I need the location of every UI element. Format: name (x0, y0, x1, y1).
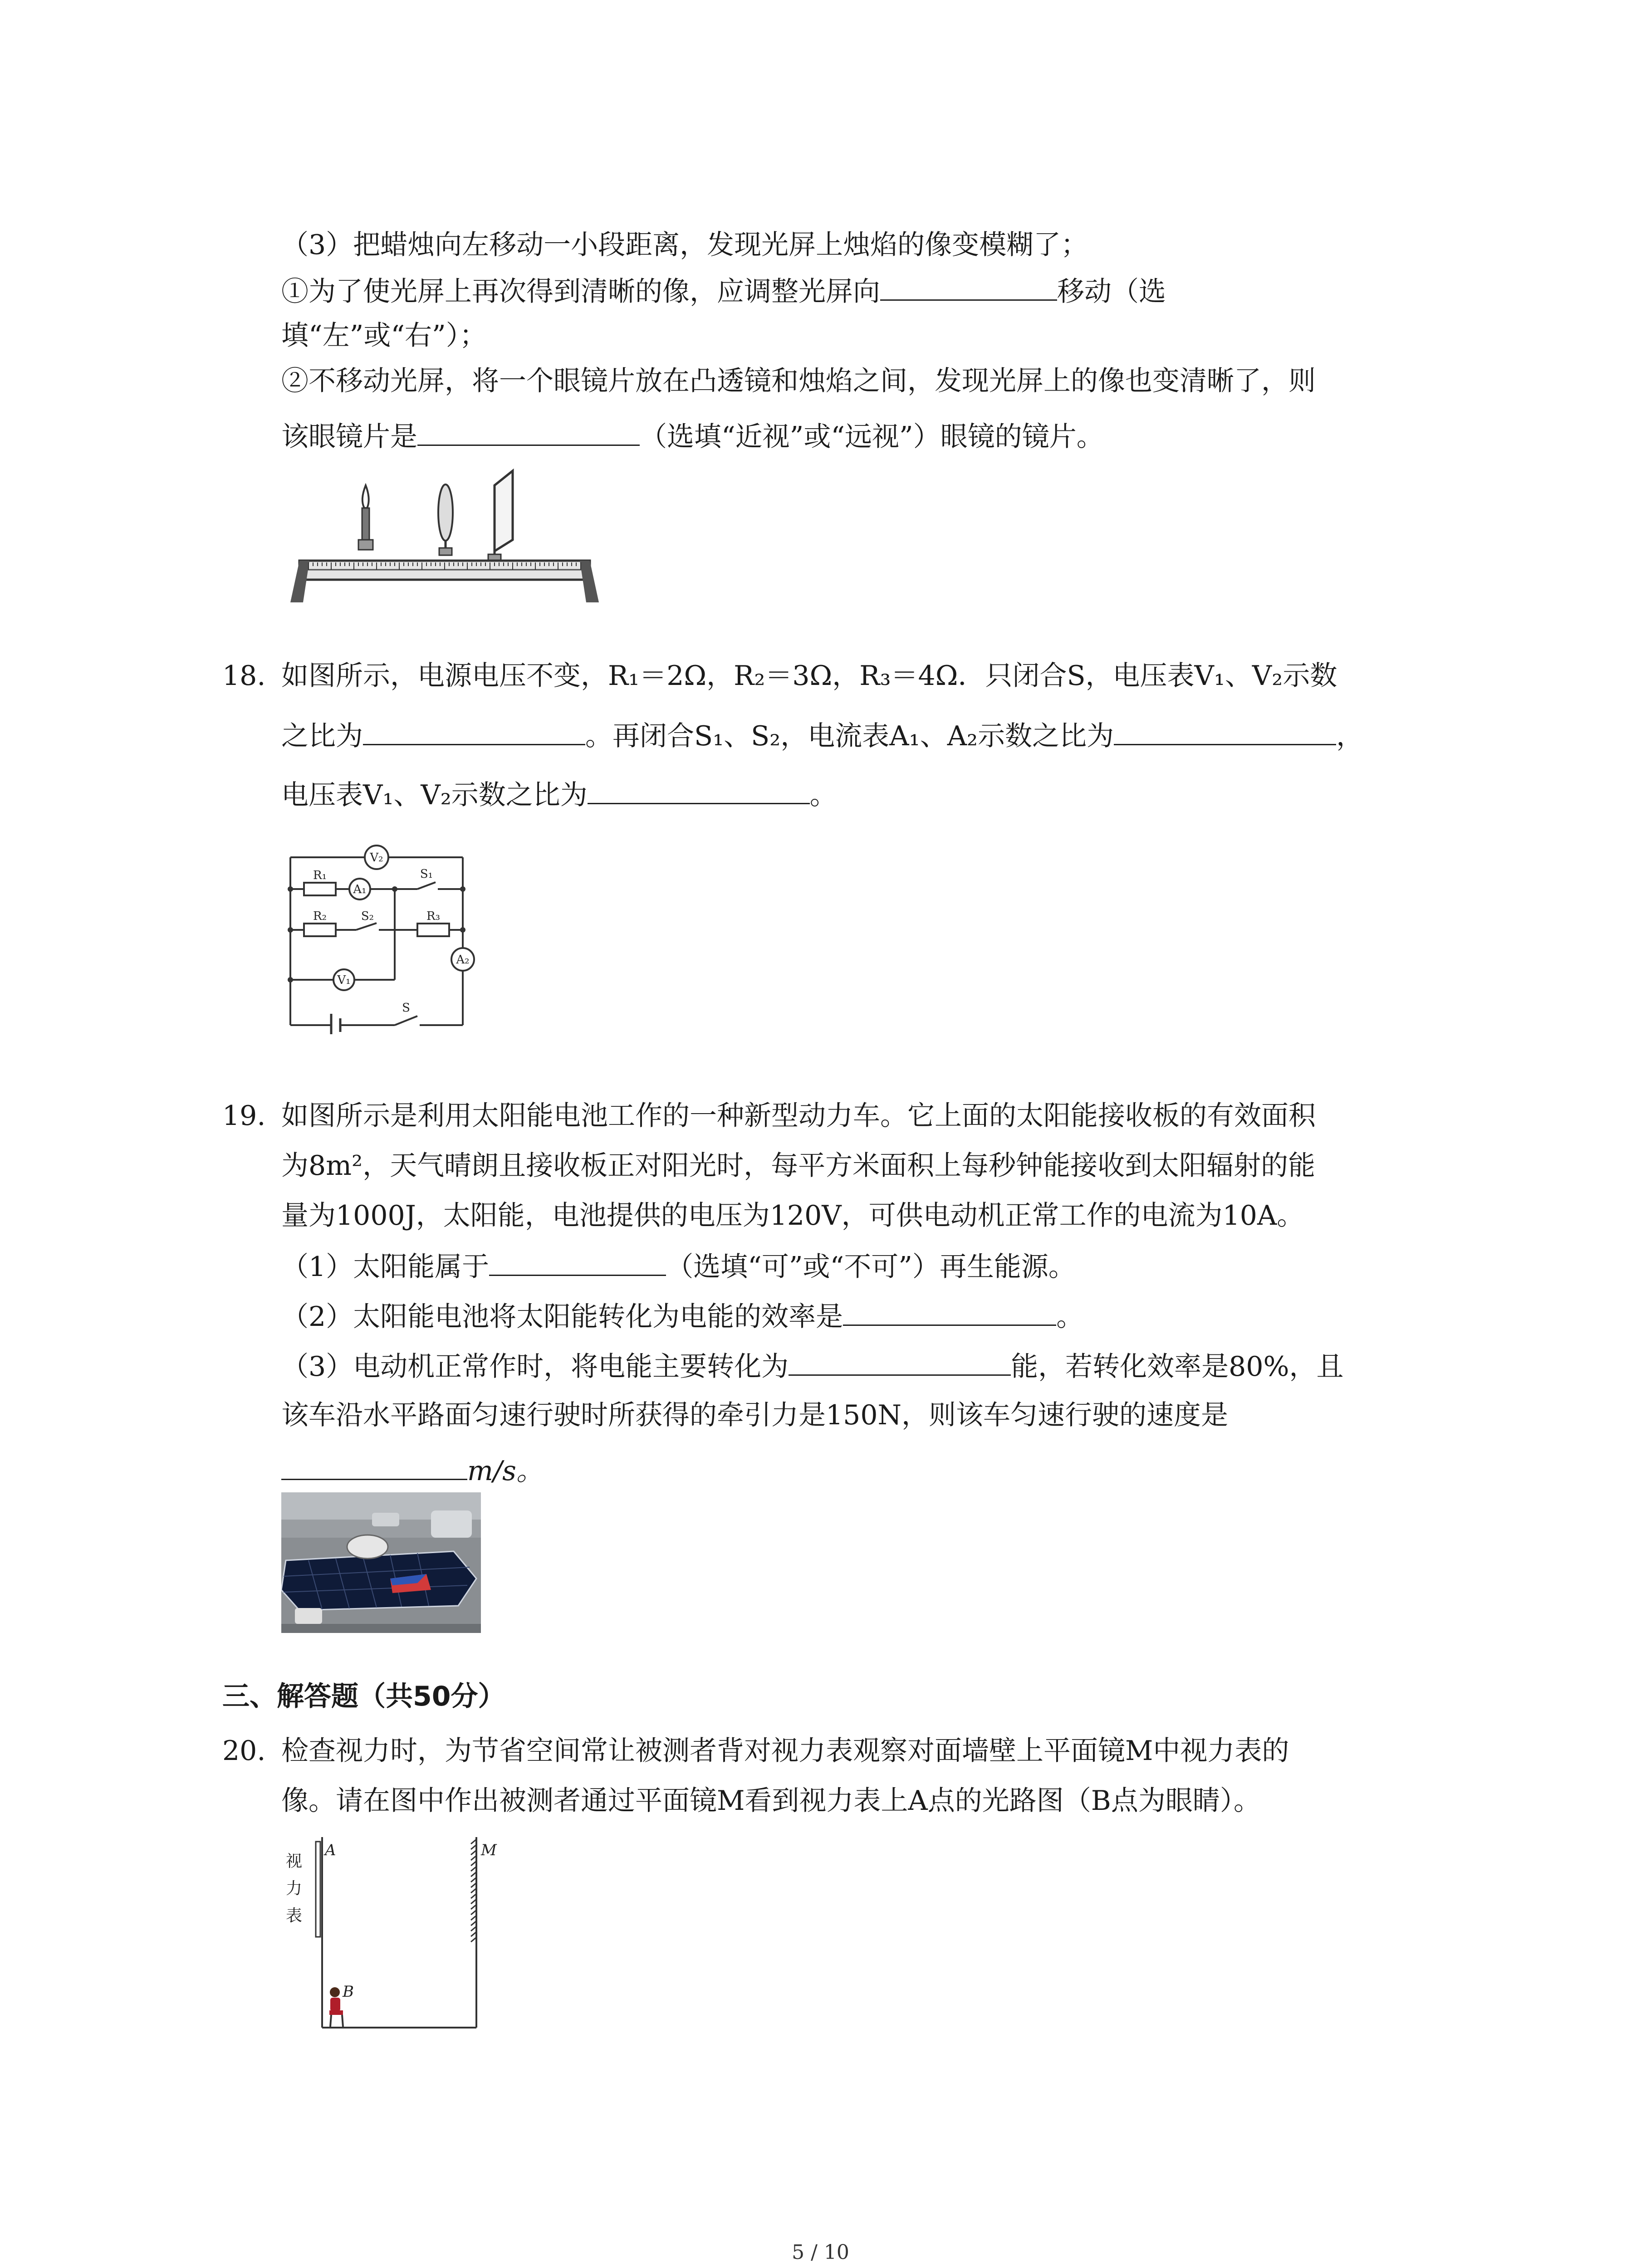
label-a1: A₁ (353, 883, 367, 896)
point-b-label: B (343, 1983, 354, 2001)
q18-number: 18. (222, 660, 266, 692)
chart-label-char: 力 (286, 1879, 303, 1898)
resistor-r1 (304, 883, 336, 895)
label-r1: R₁ (313, 869, 327, 882)
resistor-r2 (304, 924, 336, 936)
circuit-diagram (281, 835, 490, 1034)
label-r3: R₃ (426, 909, 440, 923)
q19-part1: （1）太阳能属于 （选填“可”或“不可”）再生能源。 (281, 1247, 1076, 1285)
label-a2: A₂ (456, 953, 470, 967)
battery (331, 1014, 340, 1034)
answer-blank[interactable] (489, 1247, 666, 1276)
label-s1: S₁ (420, 867, 433, 881)
answer-blank[interactable] (363, 717, 585, 745)
answer-blank[interactable] (789, 1347, 1011, 1376)
candle (358, 485, 373, 550)
person-icon (329, 1987, 343, 2027)
label-v1: V₁ (337, 973, 351, 987)
q17-part3-item1-cont: 填“左”或“右”）； (281, 320, 487, 352)
q20-line2: 像。请在图中作出被测者通过平面镜M看到视力表上A点的光路图（B点为眼睛）。 (281, 1785, 1261, 1817)
q19-number: 19. (222, 1100, 266, 1132)
q19-part3: （3）电动机正常作时，将电能主要转化为 能，若转化效率是80%，且 (281, 1347, 1344, 1385)
mirror-diagram (281, 1833, 526, 2037)
label-v2: V₂ (370, 851, 383, 865)
resistor-r3 (417, 924, 449, 936)
answer-blank[interactable] (588, 776, 810, 804)
eye-chart (316, 1842, 320, 1937)
q19-line2: 为8m²，天气晴朗且接收板正对阳光时，每平方米面积上每秒钟能接收到太阳辐射的能 (281, 1150, 1316, 1182)
q18-line2: 之比为 。再闭合S₁、S₂，电流表A₁、A₂示数之比为 ， (281, 717, 1363, 754)
point-a-label: A (325, 1841, 336, 1859)
q18-line1: 如图所示，电源电压不变，R₁＝2Ω，R₂＝3Ω，R₃＝4Ω．只闭合S，电压表V₁、V₂示数 (281, 660, 1337, 692)
q20-number: 20. (222, 1735, 266, 1767)
q17-part3-item1: ①为了使光屏上再次得到清晰的像，应调整光屏向 移动（选 (281, 272, 1166, 310)
optical-bench-figure (281, 458, 608, 608)
chart-label-char: 表 (286, 1906, 303, 1925)
label-s2: S₂ (361, 909, 374, 923)
mirror-m-label: M (481, 1841, 497, 1859)
q19-part2: （2）太阳能电池将太阳能转化为电能的效率是 。 (281, 1297, 1083, 1335)
q20-line1: 检查视力时，为节省空间常让被测者背对视力表观察对面墙壁上平面镜M中视力表的 (281, 1735, 1289, 1767)
answer-blank[interactable] (281, 1452, 467, 1480)
solar-car-photo (281, 1492, 481, 1633)
page-number: 5 / 10 (792, 2241, 849, 2264)
answer-blank[interactable] (417, 417, 640, 446)
answer-blank[interactable] (1114, 717, 1336, 745)
q19-line3: 量为1000J，太阳能，电池提供的电压为120V，可供电动机正常工作的电流为10A。 (281, 1200, 1304, 1232)
light-screen (488, 471, 513, 561)
convex-lens (438, 484, 453, 555)
answer-blank[interactable] (880, 272, 1057, 301)
q17-part3-item2: ②不移动光屏，将一个眼镜片放在凸透镜和烛焰之间，发现光屏上的像也变清晰了，则 (281, 365, 1316, 397)
section-heading: 三、解答题（共50分） (222, 1681, 505, 1712)
q17-part3-item2-cont: 该眼镜片是 （选填“近视”或“远视”）眼镜的镜片。 (281, 417, 1104, 455)
q17-part3-intro: （3）把蜡烛向左移动一小段距离，发现光屏上烛焰的像变模糊了； (281, 229, 1088, 261)
q18-line3: 电压表V₁、V₂示数之比为 。 (281, 776, 837, 813)
q19-part3-speed: m/s。 (281, 1452, 544, 1489)
q19-line1: 如图所示是利用太阳能电池工作的一种新型动力车。它上面的太阳能接收板的有效面积 (281, 1100, 1316, 1132)
label-r2: R₂ (313, 909, 327, 923)
chart-label-char: 视 (286, 1852, 303, 1871)
answer-blank[interactable] (843, 1297, 1056, 1326)
label-s: S (402, 1001, 410, 1015)
q19-part3-cont: 该车沿水平路面匀速行驶时所获得的牵引力是150N，则该车匀速行驶的速度是 (281, 1399, 1229, 1431)
